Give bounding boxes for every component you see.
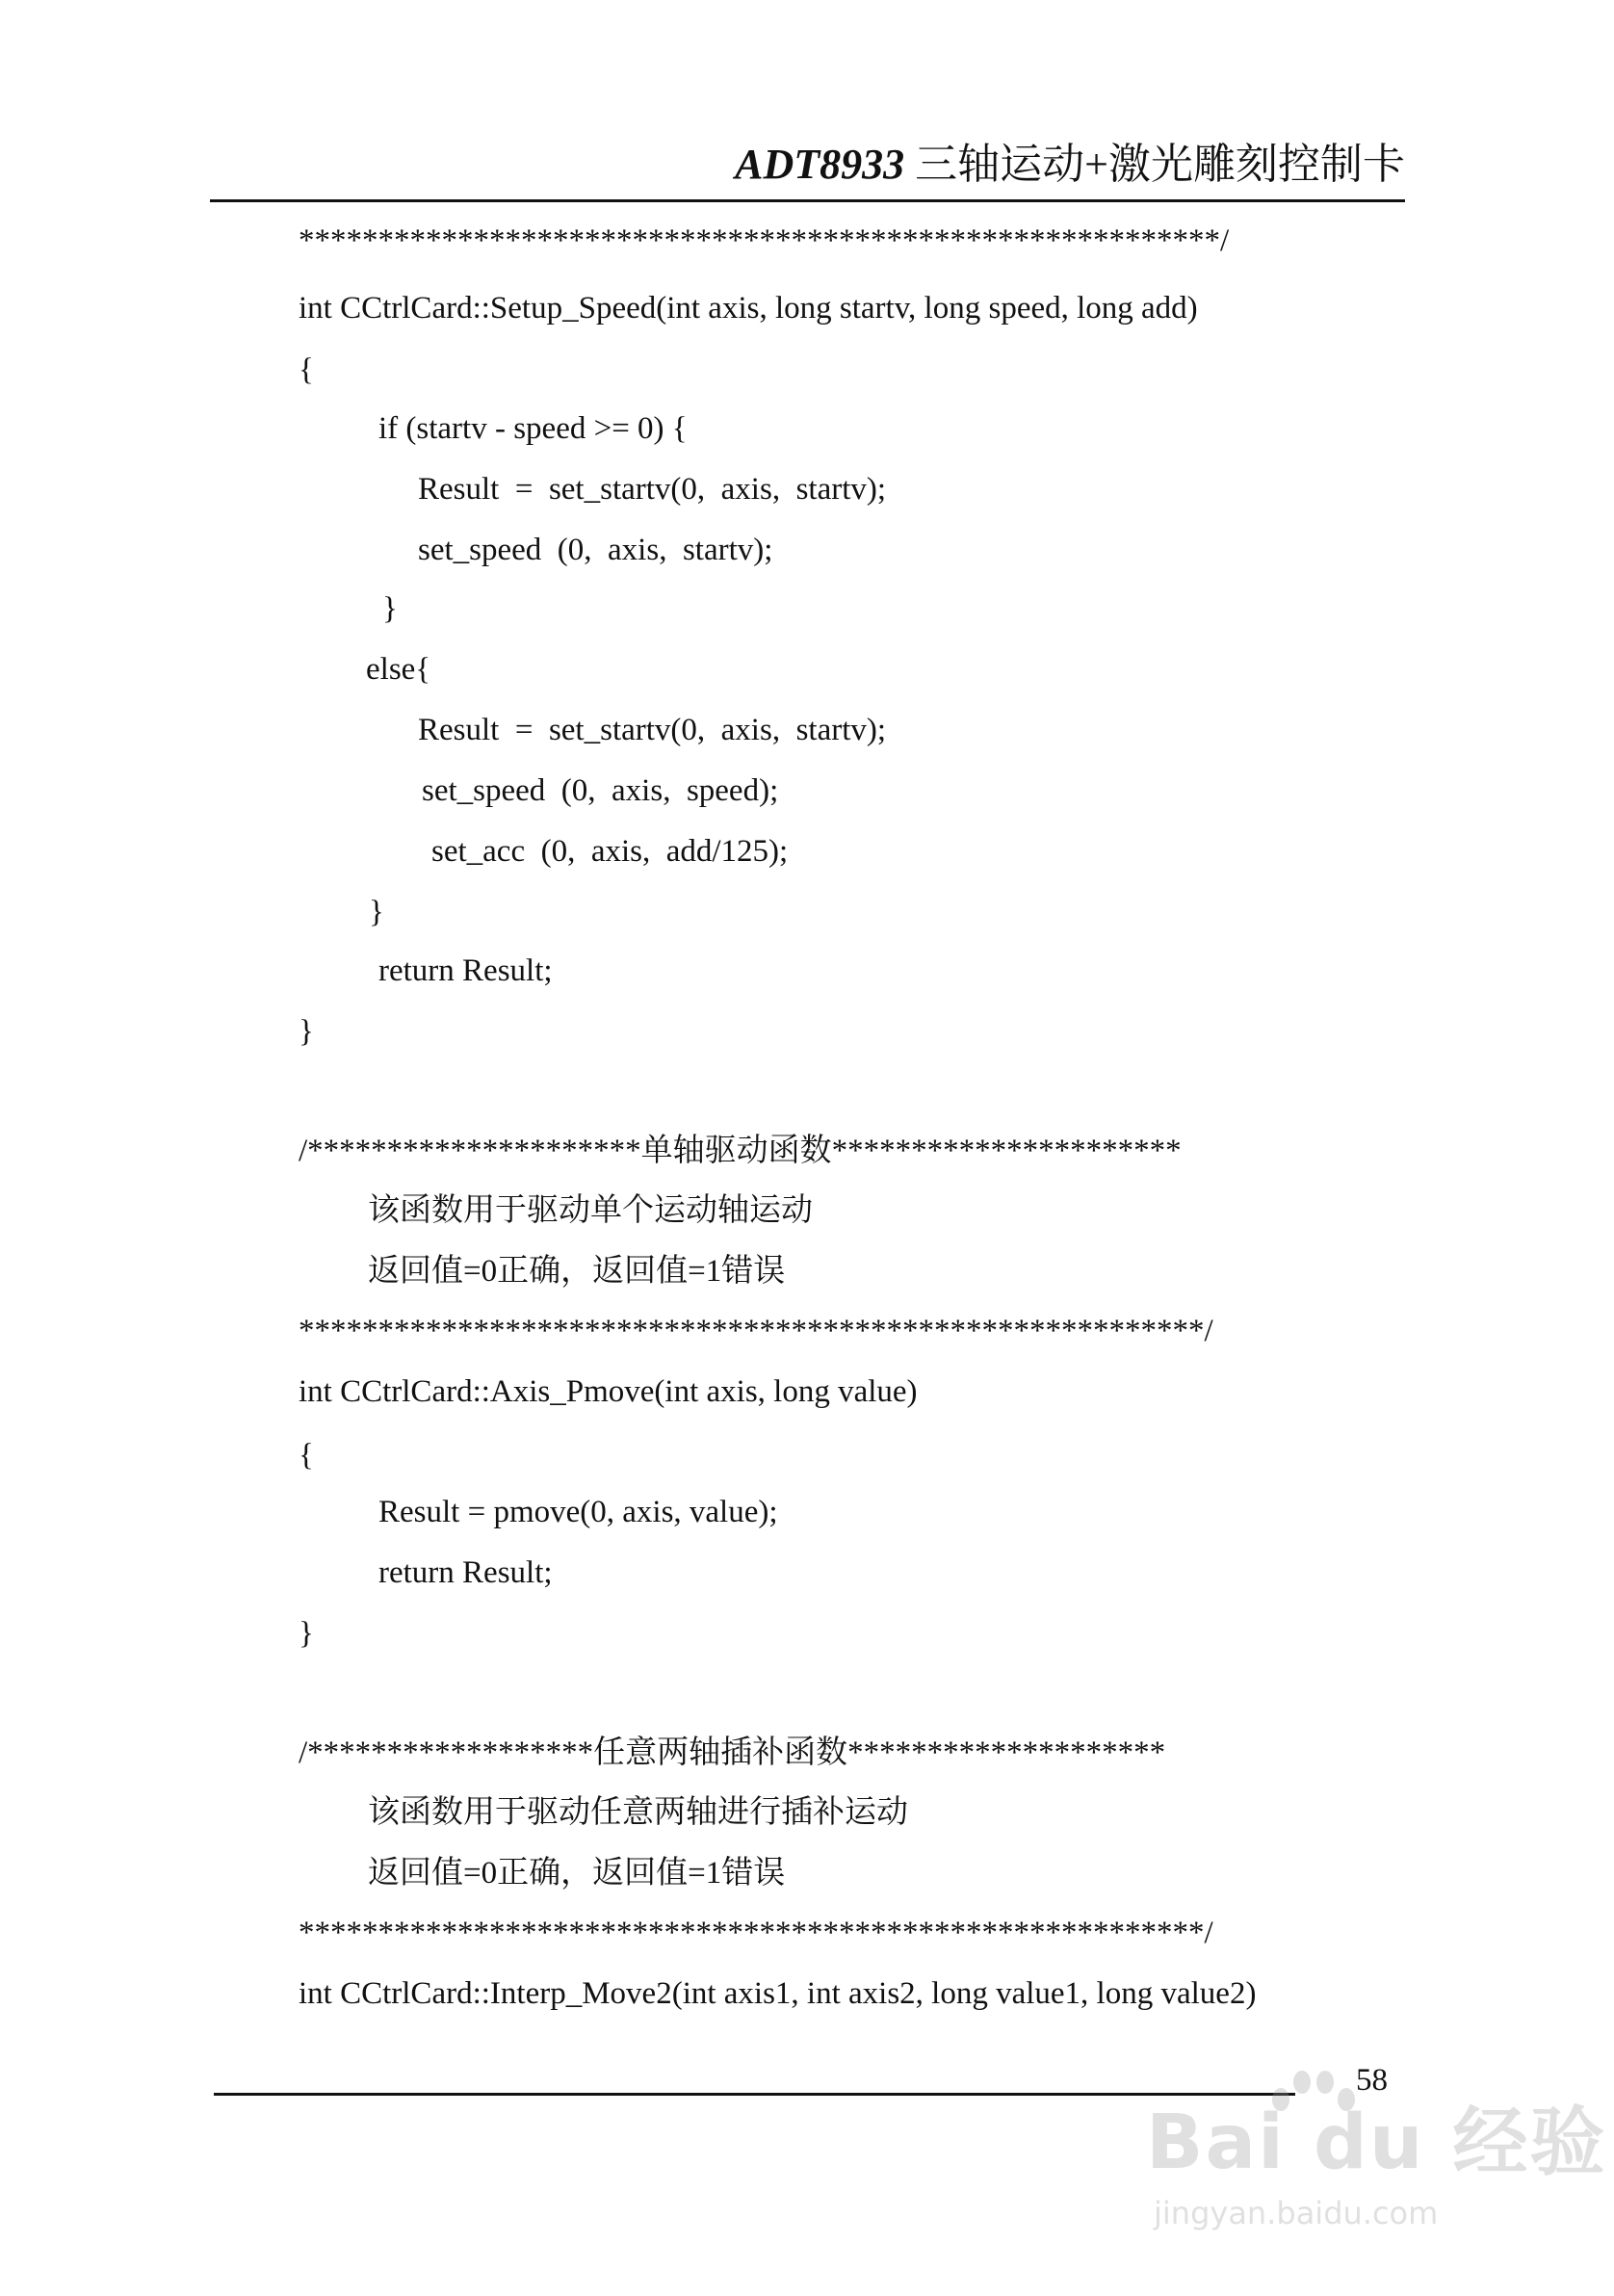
baidu-watermark bbox=[1146, 2061, 1607, 2254]
code-line: /******************任意两轴插补函数******************** bbox=[299, 1735, 1166, 1770]
code-line: else{ bbox=[366, 652, 431, 687]
code-line: if (startv - speed >= 0) { bbox=[378, 411, 688, 446]
code-line: int CCtrlCard::Interp_Move2(int axis1, int axis2, long value1, long value2) bbox=[299, 1976, 1257, 2011]
code-line: Result = pmove(0, axis, value); bbox=[378, 1495, 778, 1529]
code-line: Result = set_startv(0, axis, startv); bbox=[418, 713, 887, 747]
code-line: 返回值=0正确，返回值=1错误 bbox=[368, 1856, 786, 1891]
code-line: set_speed (0, axis, startv); bbox=[418, 533, 773, 567]
code-line: set_acc (0, axis, add/125); bbox=[431, 834, 789, 869]
code-line: int CCtrlCard::Setup_Speed(int axis, long startv, long speed, long add) bbox=[299, 291, 1198, 326]
code-line: { bbox=[299, 352, 314, 387]
code-line: return Result; bbox=[378, 953, 553, 988]
code-line: { bbox=[299, 1438, 314, 1473]
code-line: /*********************单轴驱动函数********************** bbox=[299, 1134, 1182, 1168]
header-model: ADT8933 bbox=[735, 141, 905, 188]
header-title: 三轴运动+激光雕刻控制卡 bbox=[904, 141, 1405, 188]
page-header bbox=[212, 135, 1405, 195]
header-rule bbox=[210, 199, 1405, 202]
code-line: Result = set_startv(0, axis, startv); bbox=[418, 472, 887, 507]
code-line: } bbox=[382, 591, 398, 626]
code-line: 该函数用于驱动单个运动轴运动 bbox=[368, 1193, 813, 1228]
code-line: set_speed (0, axis, speed); bbox=[422, 773, 779, 808]
watermark-logo-text: Bai du 经验 bbox=[1146, 2100, 1607, 2186]
footer-rule bbox=[214, 2093, 1295, 2096]
code-line: *********************************************************/ bbox=[299, 1916, 1213, 1950]
code-line: 返回值=0正确，返回值=1错误 bbox=[368, 1254, 786, 1289]
code-line: int CCtrlCard::Axis_Pmove(int axis, long value) bbox=[299, 1374, 918, 1409]
watermark-url: jingyan.baidu.com bbox=[1154, 2195, 1439, 2231]
code-line: } bbox=[299, 1616, 314, 1651]
page-number: 58 bbox=[1356, 2063, 1388, 2098]
code-line: **********************************************************/ bbox=[299, 223, 1230, 258]
code-line: *********************************************************/ bbox=[299, 1314, 1213, 1348]
code-line: 该函数用于驱动任意两轴进行插补运动 bbox=[368, 1795, 908, 1830]
code-line: } bbox=[369, 895, 384, 929]
code-line: } bbox=[299, 1014, 314, 1049]
code-line: return Result; bbox=[378, 1555, 553, 1590]
